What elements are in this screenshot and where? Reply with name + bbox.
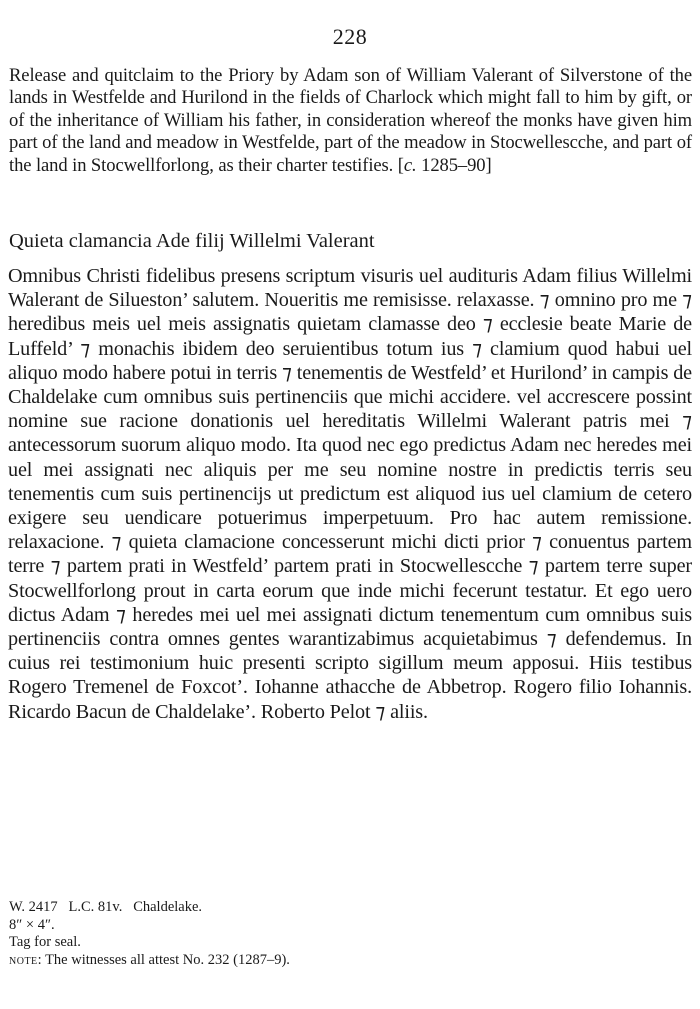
english-abstract bbox=[9, 65, 692, 177]
page-number: 228 bbox=[332, 24, 368, 49]
abstract-date: 1285–90] bbox=[416, 154, 492, 176]
charter-text: Omnibus Christi fidelibus presens scriptum visuris uel audituris Adam filius Willelmi Walerant de Silueston’ salutem. Noueritis me remisisse. relaxasse. ⁊ omnino pro me ⁊ heredibus meis uel meis assignatis quietam clamasse deo ⁊ ecclesie beate Marie de Luffeld’ ⁊ monachis ibidem deo seruientibus totum ius ⁊ clamium quod habui uel aliquo modo habere potui in terris ⁊ tenementis de Westfeld’ et Hurilond’ in campis de Chaldelake cum omnibus suis pertinenciis que michi accidere. vel accrescere possint nomine sue racione donationis uel hereditatis Willelmi Walerant patris mei ⁊ antecessorum suorum aliquo modo. Ita quod nec ego predictus Adam nec heredes mei uel mei assignati nec aliquis per me seu nomine nostre in predictis terris seu tenementis cum suis pertinencijs ut predictum est aliquod ius uel clamium de cetero exigere seu uendicare potuerimus imperpetuum. Pro hac autem remissione. relaxacione. ⁊ quieta clamacione concesserunt michi dicti prior ⁊ conuentus partem terre ⁊ partem prati in Westfeld’ partem prati in Stocwellescche ⁊ partem terre super Stocwellforlong prout in carta eorum que inde michi fecerunt testatur. Et ego uero dictus Adam ⁊ heredes mei uel mei assignati dictum tenementum cum omnibus suis pertinenciis contra omnes gentes warantizabimus acquietabimus ⁊ defendemus. In cuius rei testimonium huic presenti scripto sigillum meum apposui. Hiis testibus Rogero Tremenel de Foxcot’. Iohanne athacche de Abbetrop. Rogero filio Iohannis. Ricardo Bacun de Chaldelake’. Roberto Pelot ⁊ aliis. bbox=[8, 265, 692, 723]
abstract-date-prefix: c. bbox=[403, 154, 417, 176]
seal-line: Tag for seal. bbox=[9, 934, 81, 950]
note-line bbox=[9, 952, 692, 970]
note-label: note bbox=[9, 951, 38, 968]
note-text: : The witnesses all attest No. 232 (1287–9). bbox=[37, 951, 290, 968]
dimensions-line: 8″ × 4″. bbox=[9, 916, 55, 933]
editorial-notes bbox=[9, 899, 692, 969]
abstract-text: Release and quitclaim to the Priory by Adam son of William Valerant of Silverstone of the lands in Westfelde and Hurilond in the fields of Charlock which might fall to him by gift, or of the inheritance of William his father, in consideration whereof the monks have given him part of the land and meadow in Westfelde, part of the meadow in Stocwellescche, and part of the land in Stocwellforlong, as their charter testifies. [ bbox=[9, 65, 692, 176]
reference-line: W. 2417 L.C. 81v. Chaldelake. bbox=[9, 899, 203, 915]
charter-heading: Quieta clamancia Ade filij Willelmi Valerant bbox=[9, 230, 375, 252]
